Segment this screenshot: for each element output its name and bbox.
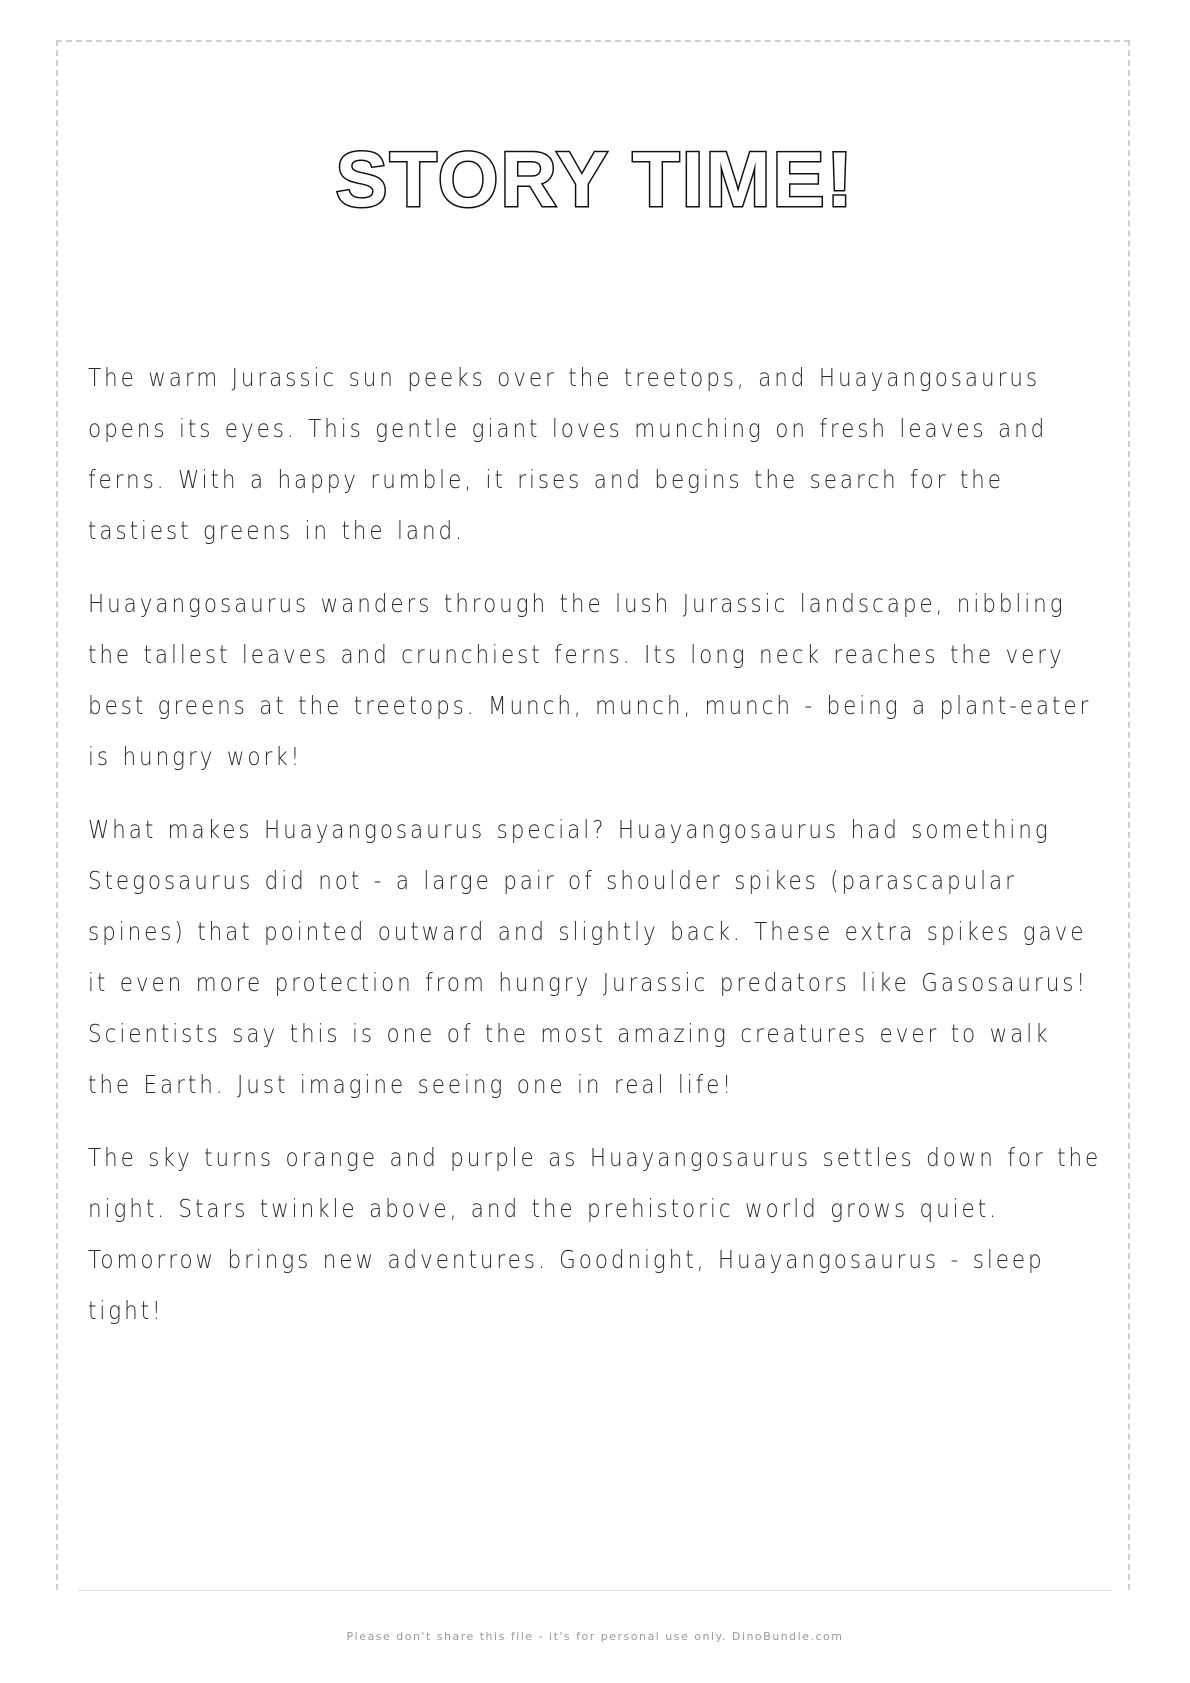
story-paragraph-4: The sky turns orange and purple as Huayangosaurus settles down for the night. Stars twinkle above, and the prehistoric world grows quiet. Tomorrow brings new adventures. Goodnight, Huayangosaurus - sleep tight! xyxy=(88,1143,1102,1325)
story-paragraph-2: Huayangosaurus wanders through the lush Jurassic landscape, nibbling the tallest leaves and crunchiest ferns. Its long neck reaches the very best greens at the treetops. Munch, munch, munch - being a plant-eater is hungry work! xyxy=(88,589,1092,771)
footer-divider xyxy=(78,1590,1112,1591)
story-paragraph-3: What makes Huayangosaurus special? Huayangosaurus had something Stegosaurus did not - a large pair of shoulder spikes (parascapular spines) that pointed outward and slightly back. These extra spikes gave it even more protection from hungry Jurassic predators like Gasosaurus! Scientists say this is one of the most amazing creatures ever to walk the Earth. Just imagine seeing one in real life! xyxy=(88,815,1088,1099)
story-paragraph-1: The warm Jurassic sun peeks over the treetops, and Huayangosaurus opens its eyes. This gentle giant loves munching on fresh leaves and ferns. With a happy rumble, it rises and begins the search for the tastiest greens in the land. xyxy=(88,363,1048,545)
footer-notice: Please don't share this file - it's for personal use only. DinoBundle.com xyxy=(346,1630,844,1643)
story-body xyxy=(88,352,1108,1358)
page-title: STORY TIME! xyxy=(335,135,855,224)
